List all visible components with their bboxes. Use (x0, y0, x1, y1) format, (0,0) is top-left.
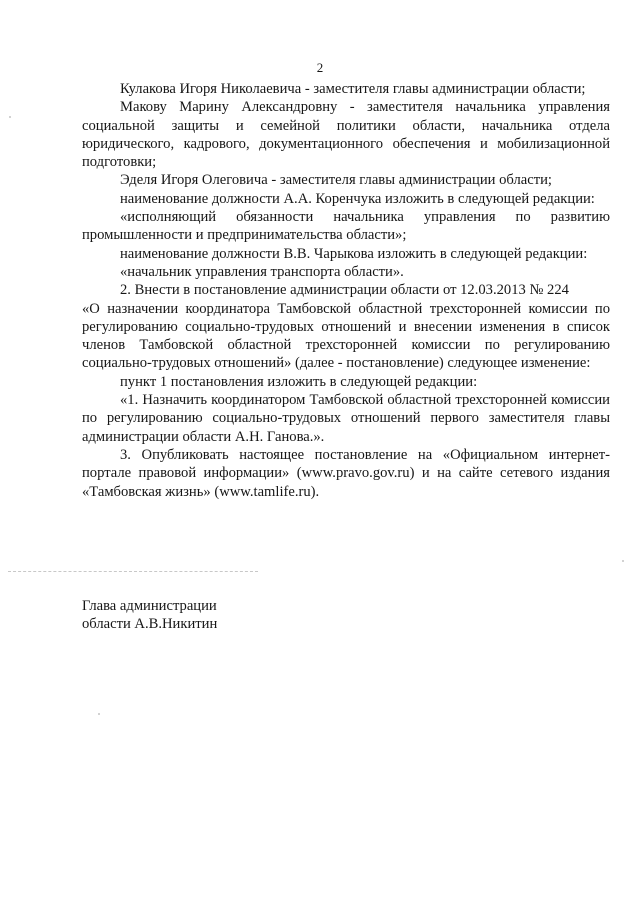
document-body (82, 80, 610, 501)
scan-artifact-line (8, 571, 258, 572)
scan-artifact-dot (98, 713, 100, 715)
paragraph-item-2: 2. Внести в постановление администрации области от 12.03.2013 № 224 (120, 282, 569, 299)
scan-artifact-dot (9, 116, 11, 118)
paragraph-korenchuk-new-title: «исполняющий обязанности начальника управления по развитию промышленности и предпринимательства области»; (82, 209, 610, 244)
paragraph-point-1-intro: пункт 1 постановления изложить в следующей редакции: (120, 373, 478, 390)
paragraph-item-3: 3. Опубликовать настоящее постановление на «Официальном интернет-портале правовой информации» (www.pravo.gov.ru) и на сайте сетевого издания «Тамбовская жизнь» (www.tamlife.ru). (82, 446, 610, 500)
scan-artifact-dot (622, 560, 624, 562)
paragraph-makova: Макову Марину Александровну - заместителя начальника управления социальной защиты и семейной политики области, начальника отдела юридического, кадрового, документационного обеспечения и мобилизационной подготовки; (82, 99, 610, 171)
paragraph-charykov-new-title: «начальник управления транспорта области». (120, 263, 404, 280)
signature-position: Глава администрации (82, 598, 217, 614)
paragraph-kulakov: Кулакова Игоря Николаевича - заместителя главы администрации области; (120, 81, 586, 97)
paragraph-korenchuk-title: наименование должности А.А. Коренчука изложить в следующей редакции: (120, 190, 595, 207)
paragraph-point-1-text: «1. Назначить координатором Тамбовской областной трехсторонней комиссии по регулированию социально-трудовых отношений первого заместителя главы администрации области А.Н. Ганова.». (82, 392, 610, 445)
page-number: 2 (316, 60, 324, 75)
paragraph-item-2-continued: «О назначении координатора Тамбовской областной трехсторонней комиссии по регулированию социально-трудовых отношений и внесении изменения в список членов Тамбовской областной трехсторонней комиссии по регулированию социально-трудовых отношений» (далее - постановление) следующее изменение: (82, 300, 610, 372)
signature-name: области А.В.Никитин (82, 616, 218, 632)
paragraph-charykov-title: наименование должности В.В. Чарыкова изложить в следующей редакции: (120, 245, 588, 262)
paragraph-edel: Эделя Игоря Олеговича - заместителя главы администрации области; (120, 172, 552, 189)
signature-block (82, 597, 217, 633)
